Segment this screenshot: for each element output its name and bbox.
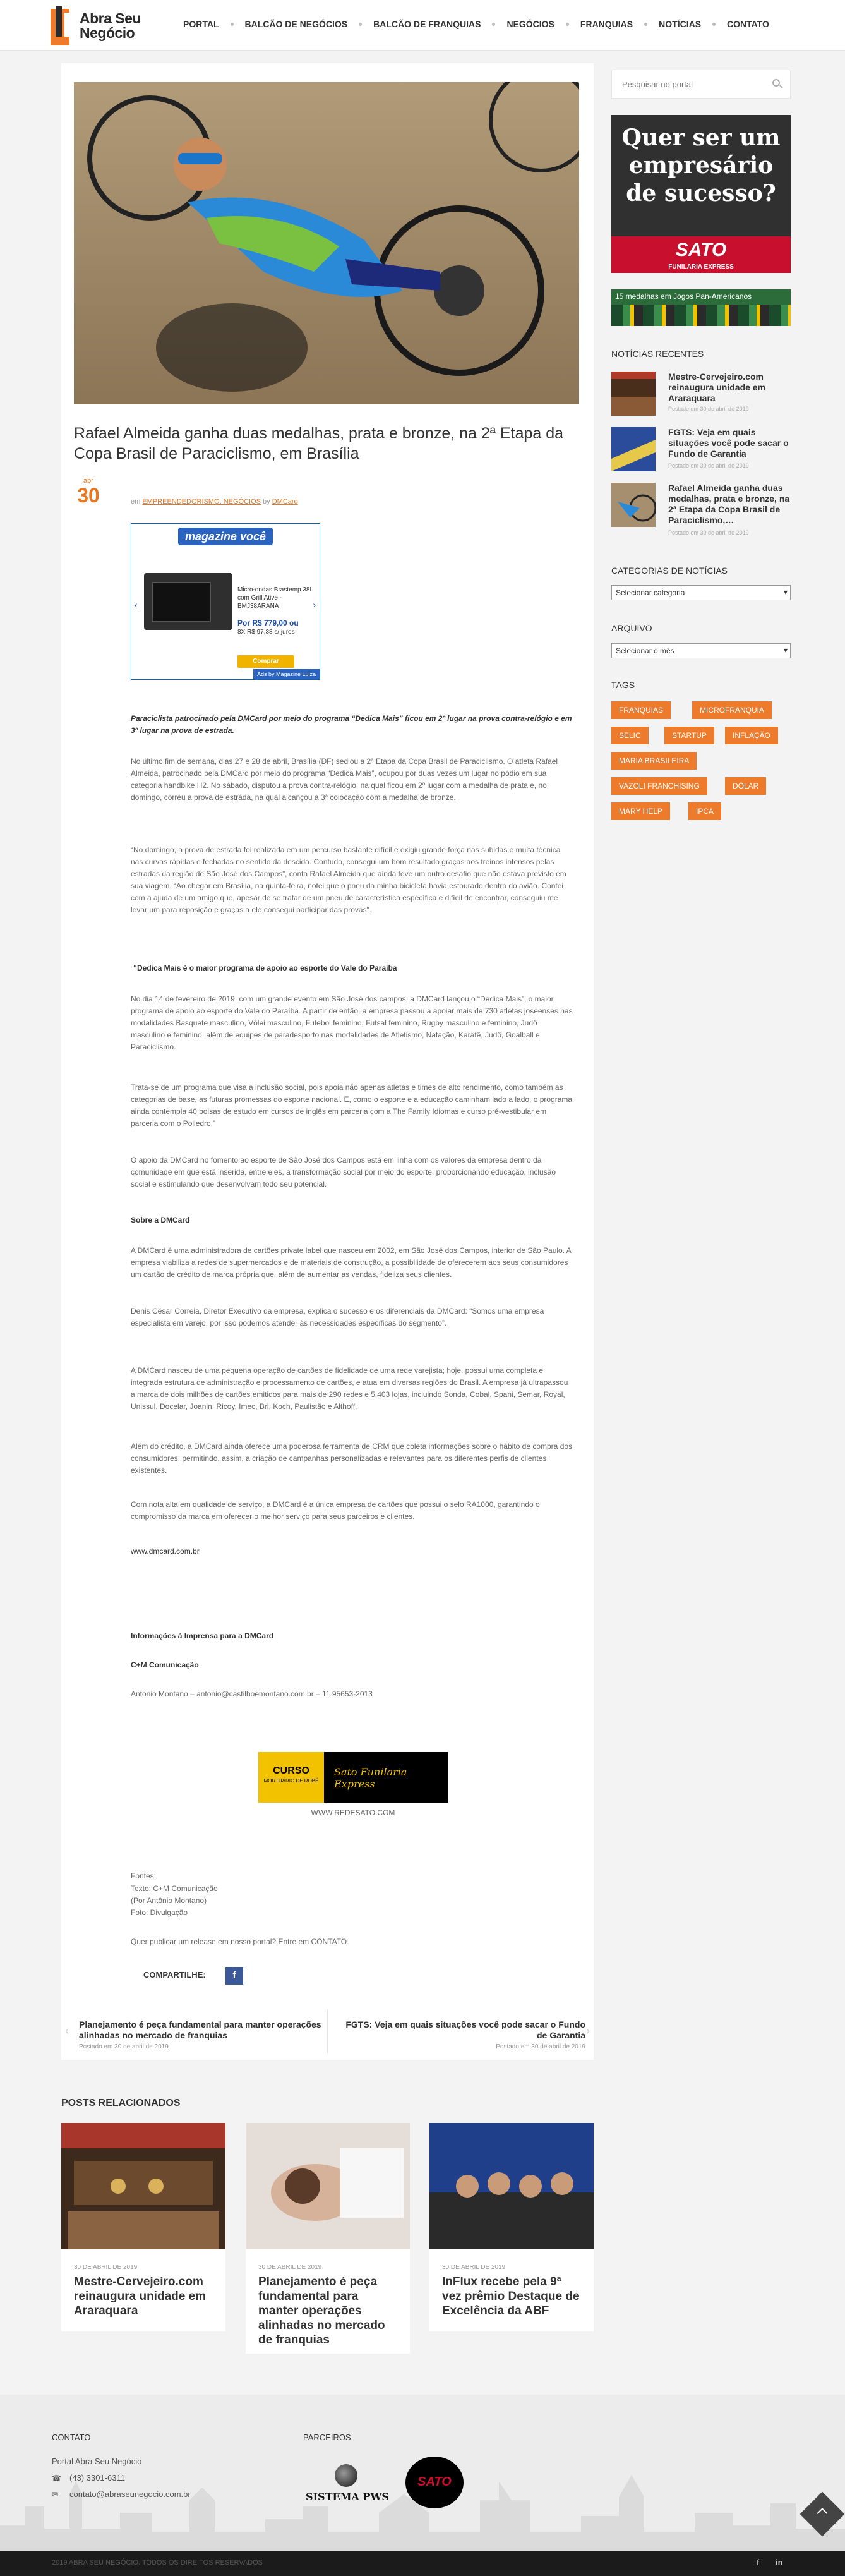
article-hero-image	[74, 82, 579, 404]
tag-link[interactable]: MARY HELP	[611, 802, 670, 820]
footer-contact-title: CONTATO	[52, 2433, 91, 2442]
article-paragraph: No último fim de semana, dias 27 e 28 de abril, Brasília (DF) sediou a 2ª Etapa da Copa Brasil de Paraciclismo. O atleta Rafael Almeida, patrocinado pela DMCard por meio do programa “Dedica Mais”, ocupou por duas vezes um lugar no pódio em sua categoria handbike H2. No sábado, disputou a prova contra-relógio, na qual ficou em 2º lugar com a medalha de prata e, no domingo, correu a prova de estrada, na qual alcançou a 3ª colocação com a medalha de bronze.	[131, 757, 558, 802]
promo-logo	[611, 236, 791, 273]
related-post-date: 30 DE ABRIL DE 2019	[442, 2264, 506, 2271]
source-line: Foto: Divulgação	[131, 1908, 188, 1917]
nav-contato[interactable]: CONTATO	[727, 19, 769, 29]
recent-news-item[interactable]	[611, 372, 791, 420]
article-date	[73, 477, 104, 506]
archive-title: ARQUIVO	[611, 623, 652, 633]
nav-negocios[interactable]: NEGÓCIOS	[506, 19, 554, 29]
source-line: Texto: C+M Comunicação	[131, 1884, 218, 1893]
tag-link[interactable]: DÓLAR	[725, 777, 766, 795]
tag-link[interactable]: FRANQUIAS	[611, 701, 671, 719]
dmcard-link[interactable]: www.dmcard.com.br	[131, 1547, 200, 1556]
tags-title: TAGS	[611, 680, 635, 690]
promo-headline: Quer ser um empresário de sucesso?	[621, 124, 781, 207]
phone-icon: ☎	[52, 2474, 61, 2482]
tag-link[interactable]: INFLAÇÃO	[725, 727, 778, 744]
site-logo[interactable]	[51, 6, 152, 47]
medal-banner-image	[611, 305, 791, 326]
article-subheading: Sobre a DMCard	[131, 1216, 190, 1225]
facebook-share-icon[interactable]: f	[225, 1967, 243, 1985]
related-post-image	[246, 2123, 410, 2249]
related-post-card[interactable]	[61, 2123, 225, 2331]
partner-logo-sato[interactable]: SATO	[405, 2457, 464, 2508]
press-contact: Antonio Montano – antonio@castilhoemontano.com.br – 11 95653-2013	[131, 1690, 373, 1698]
ad-price: Por R$ 779,00 ou	[237, 619, 299, 627]
next-post-date: Postado em 30 de abril de 2019	[496, 2043, 585, 2050]
recent-news-thumb	[611, 372, 656, 416]
date-month: abr	[83, 477, 93, 485]
related-post-image	[61, 2123, 225, 2249]
publish-cta[interactable]: Quer publicar um release em nosso portal? Entre em CONTATO	[131, 1937, 347, 1946]
nav-separator	[492, 23, 495, 26]
nav-portal[interactable]: PORTAL	[183, 19, 219, 29]
footer-email[interactable]	[52, 2489, 191, 2499]
nav-separator	[231, 23, 234, 26]
related-post-card[interactable]	[429, 2123, 594, 2331]
footer-bottom-bar	[0, 2551, 845, 2576]
nav-separator	[566, 23, 569, 26]
meta-author-link[interactable]: DMCard	[272, 498, 298, 505]
date-day: 30	[77, 484, 100, 507]
footer-partners-title: PARCEIROS	[303, 2433, 351, 2442]
article-lead: Paraciclista patrocinado pela DMCard por meio do programa “Dedica Mais” ficou em 2º lugar na prova contra-relógio e em 3º lugar na prova de estrada.	[131, 714, 572, 735]
sources-label: Fontes:	[131, 1872, 157, 1880]
article-paragraph: Além do crédito, a DMCard ainda oferece uma poderosa ferramenta de CRM que coleta informações sobre o hábito de compra dos consumidores, permitindo, assim, a criação de campanhas personalizadas e relevantes para os diferentes perfis de clientes existentes.	[131, 1442, 573, 1475]
sato-name: Sato Funilaria Express	[334, 1766, 407, 1790]
tag-link[interactable]: MICROFRANQUIA	[692, 701, 772, 719]
prev-post-link[interactable]	[79, 2019, 325, 2050]
tag-link[interactable]: STARTUP	[664, 727, 714, 744]
article-paragraph: O apoio da DMCard no fomento ao esporte de São José dos Campos está em linha com os valores da empresa dentro da comunidade em que está inserida, entre eles, a transformação social por meio do esporte, proporcionando educação, inclusão social e estimulando que desenvolvam todo seu potencial.	[131, 1156, 556, 1188]
agency-name: C+M Comunicação	[131, 1660, 199, 1669]
tag-link[interactable]: VAZOLI FRANCHISING	[611, 777, 707, 795]
prev-post-title: Planejamento é peça fundamental para manter operações alinhadas no mercado de franquias	[79, 2019, 321, 2040]
article-paragraph: Com nota alta em qualidade de serviço, a DMCard é a única empresa de cartões que possui o selo RA1000, garantindo o compromisso da marca em oferecer o melhor serviço para seus parceiros e clientes.	[131, 1500, 540, 1521]
category-select[interactable]: Selecionar categoria ▾	[611, 585, 791, 600]
recent-news-title: FGTS: Veja em quais situações você pode sacar o Fundo de Garantia	[668, 427, 789, 459]
search-icon[interactable]	[772, 79, 780, 87]
article-paragraph: “No domingo, a prova de estrada foi realizada em um percurso bastante difícil e exigiu grande força nas subidas e muita técnica nas curvas rápidas e fechadas no sentido da descida. Contudo, consegui um bom resultado graças aos treinos intensos pelas estradas da região de São José dos Campos”, conta Rafael Almeida que ainda teve um outro desafio que não estava previsto em sua viagem. “Ao chegar em Brasília, na quinta-feira, notei que o pneu da minha bicicleta havia estourado dentro do avião. Contei com a ajuda de um amigo que, apesar de se tratar de um pneu de característica específica e difícil de encontrar, conseguiu me levar um para reposição e graças a ele consegui participar das provas”.	[131, 845, 566, 914]
sato-curso-badge	[258, 1752, 324, 1803]
site-footer	[0, 2395, 845, 2576]
logo-text	[80, 11, 141, 40]
article-paragraph: No dia 14 de fevereiro de 2019, com um grande evento em São José dos campos, a DMCard lançou o “Dedica Mais”, o maior programa de apoio ao esporte do Vale do Paraíba. A partir de então, a empresa passou a apoiar mais de 730 atletas joseenses nas modalidades Basquete masculino, Vôlei masculino, Futebol feminino, Futsal feminino, Rugby masculino e feminino, Judô masculino e feminino, além de equipes de paradesporto nas modalidades de Atletismo, Natação, Karatê, Judô, Goalball e Paraciclismo.	[131, 995, 573, 1051]
globe-icon	[335, 2464, 357, 2487]
article-paragraph: Trata-se de um programa que visa a inclusão social, pois apoia não apenas atletas e times de alto rendimento, como também as categorias de base, as futuras promessas do esporte nacional. E, como o esporte e a educação caminham lado a lado, o programa ainda contempla 40 bolsas de estudo em cursos de inglês em parceria com a The Family Idiomas e curso pré-vestibular em parceria com o Poliedro.”	[131, 1083, 573, 1128]
related-post-title: Planejamento é peça fundamental para manter operações alinhadas no mercado de franquias	[258, 2275, 385, 2347]
post-nav-divider	[327, 2009, 328, 2053]
sato-promo-banner[interactable]	[611, 115, 791, 273]
recent-news-date: Postado em 30 de abril de 2019	[668, 463, 749, 469]
article-paragraph: Denis César Correia, Diretor Executivo da empresa, explica o sucesso e os diferenciais da DMCard: “Somos uma empresa especialista em varejo, por isso podemos atender às necessidades específicas do segmento”.	[131, 1307, 544, 1327]
search-input[interactable]	[612, 70, 764, 98]
medal-banner[interactable]	[611, 289, 791, 326]
related-post-card[interactable]	[246, 2123, 410, 2354]
press-heading: Informações à Imprensa para a DMCard	[131, 1631, 274, 1640]
redesato-url: WWW.REDESATO.COM	[311, 1808, 395, 1817]
meta-by: by	[263, 498, 270, 505]
microwave-image	[144, 573, 232, 630]
related-post-title: InFlux recebe pela 9ª vez prêmio Destaque de Excelência da ABF	[442, 2275, 580, 2318]
ad-next-icon[interactable]: ›	[313, 600, 316, 610]
next-post-title: FGTS: Veja em quais situações você pode sacar o Fundo de Garantia	[345, 2019, 585, 2040]
nav-noticias[interactable]: NOTÍCIAS	[659, 19, 702, 29]
ad-prev-icon[interactable]: ‹	[135, 600, 138, 610]
nav-balcao-franquias[interactable]: BALCÃO DE FRANQUIAS	[373, 19, 481, 29]
facebook-icon[interactable]: f	[757, 2558, 760, 2567]
sato-banner[interactable]	[258, 1752, 448, 1803]
logo-mark-icon	[51, 6, 76, 45]
nav-separator	[712, 23, 716, 26]
share-label: COMPARTILHE:	[143, 1970, 206, 1980]
prev-arrow-icon[interactable]: ‹	[65, 2024, 69, 2037]
meta-categories-link[interactable]: EMPREENDEDORISMO, NEGÓCIOS	[142, 498, 261, 505]
nav-separator	[359, 23, 362, 26]
ad-brand: magazine você	[178, 528, 273, 545]
partner-logo-pws[interactable]	[303, 2464, 392, 2508]
tag-link[interactable]: MARIA BRASILEIRA	[611, 752, 697, 770]
related-post-image	[429, 2123, 594, 2249]
logo-text-line1: Abra Seu	[80, 10, 141, 27]
partner-pws-text: SISTEMA PWS	[306, 2491, 389, 2503]
recent-news-title: NOTÍCIAS RECENTES	[611, 349, 704, 359]
ad-buy-button[interactable]: Comprar	[237, 655, 294, 668]
recent-news-thumb	[611, 427, 656, 471]
linkedin-icon[interactable]: in	[776, 2558, 783, 2567]
related-post-title: Mestre-Cervejeiro.com reinaugura unidade em Araraquara	[74, 2275, 207, 2318]
logo-text-line2: Negócio	[80, 25, 135, 41]
next-arrow-icon[interactable]: ›	[586, 2024, 590, 2037]
site-header	[0, 0, 845, 51]
recent-news-title: Mestre-Cervejeiro.com reinaugura unidade em Araraquara	[668, 372, 766, 403]
recent-news-item[interactable]	[611, 427, 791, 475]
recent-news-thumb	[611, 483, 656, 527]
categories-title: CATEGORIAS DE NOTÍCIAS	[611, 565, 728, 576]
article-meta	[131, 498, 298, 505]
sato-curso-label: CURSO	[273, 1765, 309, 1776]
prev-post-date: Postado em 30 de abril de 2019	[79, 2043, 169, 2050]
recent-news-item[interactable]	[611, 483, 791, 540]
related-post-date: 30 DE ABRIL DE 2019	[74, 2264, 138, 2271]
tag-link[interactable]: IPCA	[688, 802, 721, 820]
magazine-ad[interactable]	[131, 523, 320, 680]
archive-select[interactable]: Selecionar o mês ▾	[611, 643, 791, 658]
source-line: (Por Antônio Montano)	[131, 1896, 207, 1905]
footer-phone-text: (43) 3301-6311	[69, 2473, 125, 2482]
recent-news-date: Postado em 30 de abril de 2019	[668, 529, 749, 536]
main-nav	[183, 19, 769, 29]
article-title: Rafael Almeida ganha duas medalhas, prata e bronze, na 2ª Etapa da Copa Brasil de Paraciclismo, em Brasília	[74, 425, 564, 463]
related-posts-title: POSTS RELACIONADOS	[61, 2098, 181, 2108]
meta-prefix: em	[131, 498, 141, 505]
next-post-link[interactable]	[339, 2019, 585, 2050]
nav-balcao-negocios[interactable]: BALCÃO DE NEGÓCIOS	[244, 19, 348, 29]
post-navigation	[61, 2003, 594, 2060]
envelope-icon: ✉	[52, 2490, 59, 2499]
article-paragraph: A DMCard nasceu de uma pequena operação de cartões de fidelidade de uma rede varejista; hoje, possui uma completa e integrada estrutura de administração e processamento de cartões, e atua em diversas regiões do Brasil. A empresa já ultrapassou a marca de dois milhões de cartões emitidos para mais de 290 redes e 5.403 lojas, incluindo Sonda, Cobal, Spani, Semar, Royal, Unissul, Docelar, Joanin, Ricoy, Imec, Bri, Koch, Paulistão e Althoff.	[131, 1366, 568, 1411]
promo-logo-text: SATO	[675, 239, 727, 260]
related-post-date: 30 DE ABRIL DE 2019	[258, 2264, 322, 2271]
recent-news-title: Rafael Almeida ganha duas medalhas, prata e bronze, na 2ª Etapa da Copa Brasil de Paraciclismo,…	[668, 483, 790, 525]
ad-installments: 8X R$ 97,38 s/ juros	[237, 629, 295, 636]
tag-link[interactable]: SELIC	[611, 727, 649, 744]
footer-email-text: contato@abraseunegocio.com.br	[69, 2489, 191, 2499]
footer-phone	[52, 2473, 125, 2482]
promo-logo-sub: FUNILARIA EXPRESS	[668, 263, 734, 270]
sato-curso-sub: MORTUÁRIO DE ROBÉ	[263, 1778, 319, 1784]
ad-attribution: Ads by Magazine Luiza	[253, 669, 320, 679]
nav-separator	[644, 23, 647, 26]
medal-banner-text: 15 medalhas em Jogos Pan-Americanos	[615, 292, 752, 301]
ad-description: Micro-ondas Brastemp 38L com Grill Ative - BMJ38ARANA	[237, 586, 313, 610]
article-paragraph: A DMCard é uma administradora de cartões private label que nasceu em 2002, em São José dos Campos, interior de São Paulo. A empresa viabiliza a redes de supermercados e de materiais de construção, a possibilidade de oferecerem aos seus consumidores um cartão de crédito de marca própria que, além de aumentar as vendas, fideliza seus clientes.	[131, 1246, 572, 1279]
nav-franquias[interactable]: FRANQUIAS	[580, 19, 633, 29]
recent-news-date: Postado em 30 de abril de 2019	[668, 406, 749, 412]
article-container	[61, 63, 594, 2047]
copyright-text: 2019 ABRA SEU NEGÓCIO. TODOS OS DIREITOS RESERVADOS	[52, 2559, 263, 2567]
footer-portal-name: Portal Abra Seu Negócio	[52, 2457, 142, 2466]
search-box	[611, 70, 791, 99]
article-subheading: “Dedica Mais é o maior programa de apoio ao esporte do Vale do Paraíba	[133, 964, 397, 972]
